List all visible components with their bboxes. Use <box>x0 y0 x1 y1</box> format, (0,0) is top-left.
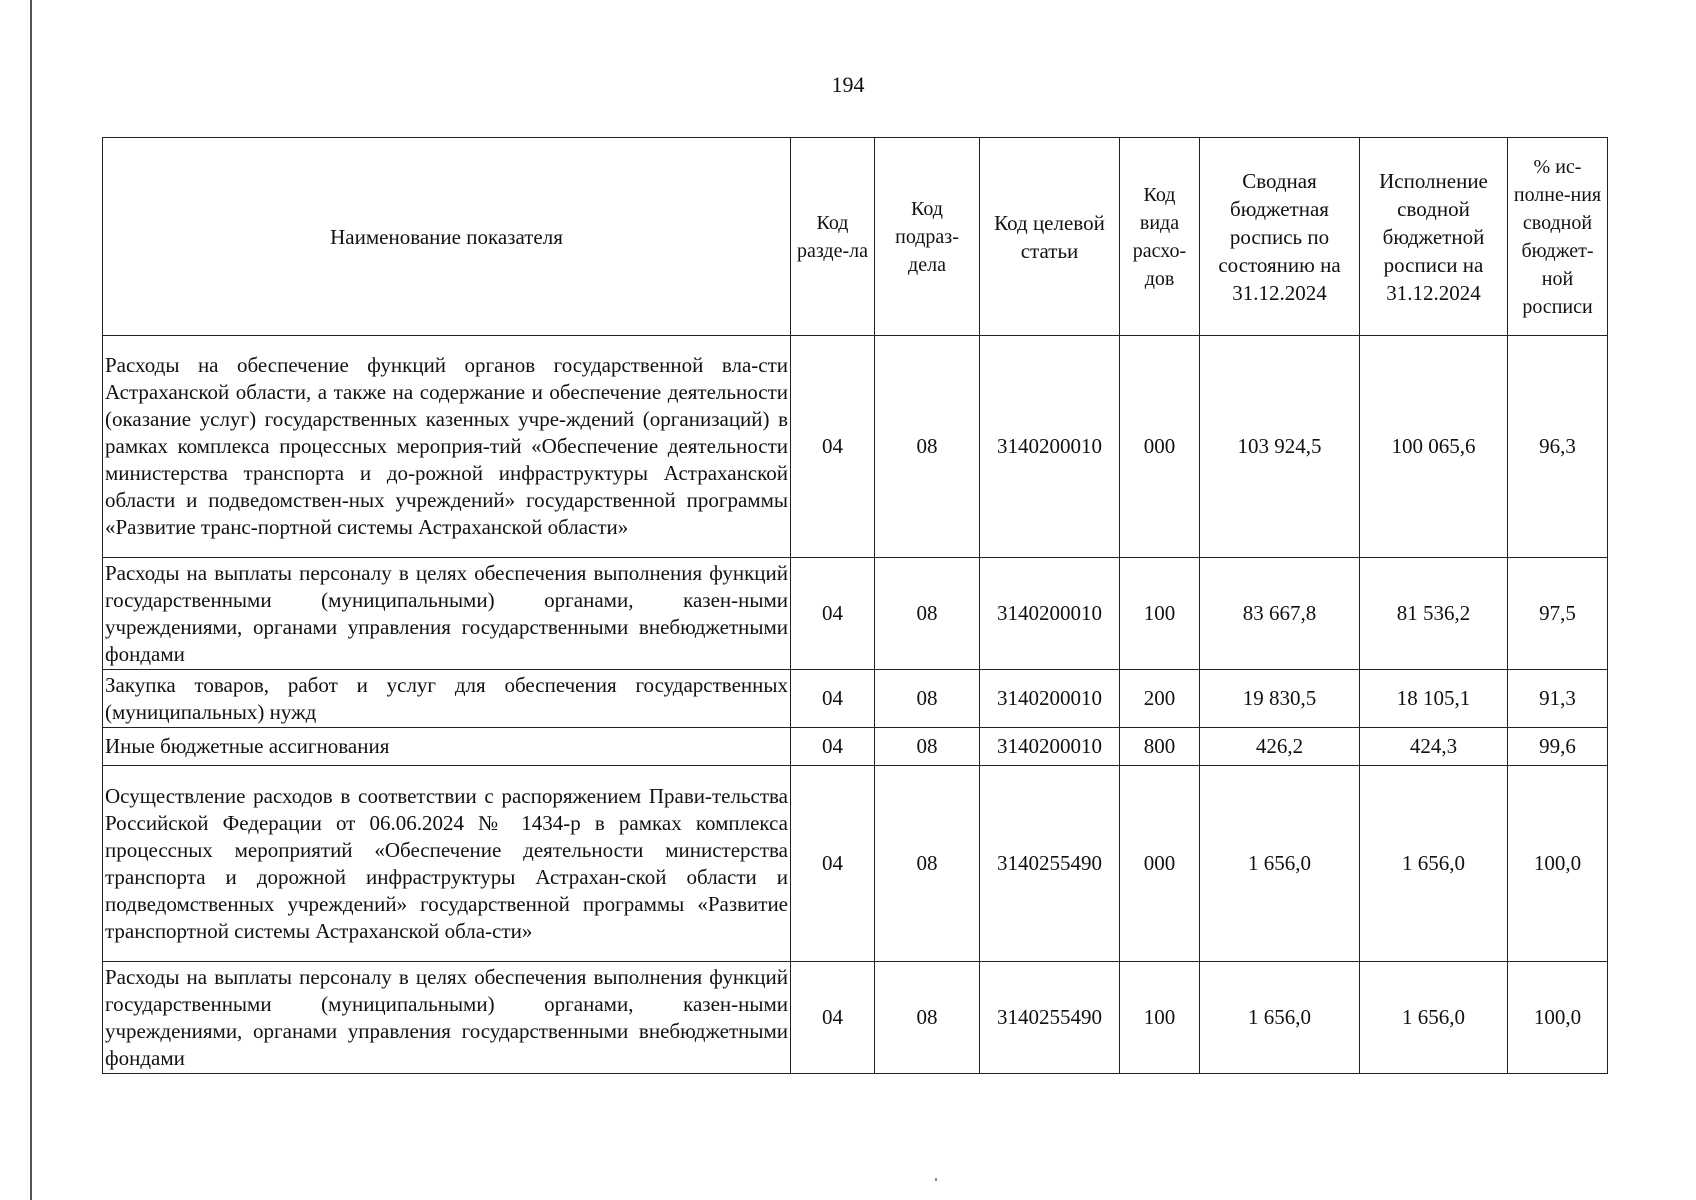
section-code-cell: 04 <box>791 728 875 766</box>
section-code-cell: 04 <box>791 962 875 1074</box>
scan-speck <box>935 1178 937 1181</box>
row-name-cell: Иные бюджетные ассигнования <box>103 728 791 766</box>
row-name-cell: Расходы на обеспечение функций органов государственной вла-сти Астраханской области, а также на содержание и обеспечение деятельности (оказание услуг) государственных казенных учре-ждений (организаций) в рамках комплекса процессных мероприя-тий «Обеспечение деятельности министерства транспорта и до-рожной инфраструктуры Астраханской области и подведомствен-ных учреждений» государственной программы «Развитие транс-портной системы Астраханской области» <box>103 336 791 558</box>
page-number: 194 <box>831 72 865 97</box>
planned-amount-cell: 1 656,0 <box>1200 962 1360 1074</box>
section-code-cell: 04 <box>791 336 875 558</box>
header-planned-budget: Сводная бюджетная роспись по состоянию на 31.12.2024 <box>1200 138 1360 336</box>
planned-amount-cell: 426,2 <box>1200 728 1360 766</box>
percent-cell: 96,3 <box>1508 336 1608 558</box>
row-name-cell: Расходы на выплаты персоналу в целях обеспечения выполнения функций государственными (муниципальными) органами, казен-ными учреждениями, органами управления государственными внебюджетными фондами <box>103 962 791 1074</box>
target-code-cell: 3140255490 <box>980 962 1120 1074</box>
header-section-code: Код разде-ла <box>791 138 875 336</box>
table-row <box>103 670 1608 728</box>
row-name-cell: Осуществление расходов в соответствии с распоряжением Прави-тельства Российской Федерации от 06.06.2024 № 1434-р в рамках комплекса процессных мероприятий «Обеспечение деятельности министерства транспорта и дорожной инфраструктуры Астрахан-ской области и подведомственных учреждений» государственной программы «Развитие транспортной системы Астраханской обла-сти» <box>103 766 791 962</box>
percent-cell: 99,6 <box>1508 728 1608 766</box>
section-code-cell: 04 <box>791 670 875 728</box>
header-execution-percent: % ис-полне-ния сводной бюджет-ной росписи <box>1508 138 1608 336</box>
expense-type-cell: 800 <box>1120 728 1200 766</box>
header-name: Наименование показателя <box>103 138 791 336</box>
subsection-code-cell: 08 <box>875 670 980 728</box>
executed-amount-cell: 100 065,6 <box>1360 336 1508 558</box>
header-budget-execution: Исполнение сводной бюджетной росписи на 31.12.2024 <box>1360 138 1508 336</box>
table-header-row <box>103 138 1608 336</box>
expense-type-cell: 100 <box>1120 558 1200 670</box>
subsection-code-cell: 08 <box>875 336 980 558</box>
expense-type-cell: 000 <box>1120 766 1200 962</box>
table-row <box>103 766 1608 962</box>
percent-cell: 97,5 <box>1508 558 1608 670</box>
target-code-cell: 3140200010 <box>980 728 1120 766</box>
target-code-cell: 3140200010 <box>980 336 1120 558</box>
percent-cell: 91,3 <box>1508 670 1608 728</box>
table-row <box>103 558 1608 670</box>
expense-type-cell: 000 <box>1120 336 1200 558</box>
row-name-cell: Расходы на выплаты персоналу в целях обеспечения выполнения функций государственными (муниципальными) органами, казен-ными учреждениями, органами управления государственными внебюджетными фондами <box>103 558 791 670</box>
percent-cell: 100,0 <box>1508 962 1608 1074</box>
section-code-cell: 04 <box>791 766 875 962</box>
executed-amount-cell: 1 656,0 <box>1360 766 1508 962</box>
budget-execution-table <box>102 137 1608 1074</box>
header-expense-type-code: Код вида расхо-дов <box>1120 138 1200 336</box>
executed-amount-cell: 1 656,0 <box>1360 962 1508 1074</box>
executed-amount-cell: 18 105,1 <box>1360 670 1508 728</box>
row-name-cell: Закупка товаров, работ и услуг для обеспечения государственных (муниципальных) нужд <box>103 670 791 728</box>
planned-amount-cell: 83 667,8 <box>1200 558 1360 670</box>
executed-amount-cell: 424,3 <box>1360 728 1508 766</box>
executed-amount-cell: 81 536,2 <box>1360 558 1508 670</box>
planned-amount-cell: 1 656,0 <box>1200 766 1360 962</box>
target-code-cell: 3140200010 <box>980 670 1120 728</box>
target-code-cell: 3140255490 <box>980 766 1120 962</box>
planned-amount-cell: 19 830,5 <box>1200 670 1360 728</box>
header-target-code: Код целевой статьи <box>980 138 1120 336</box>
percent-cell: 100,0 <box>1508 766 1608 962</box>
table-row <box>103 728 1608 766</box>
expense-type-cell: 200 <box>1120 670 1200 728</box>
section-code-cell: 04 <box>791 558 875 670</box>
binding-edge-line <box>30 0 32 1200</box>
subsection-code-cell: 08 <box>875 728 980 766</box>
subsection-code-cell: 08 <box>875 558 980 670</box>
planned-amount-cell: 103 924,5 <box>1200 336 1360 558</box>
target-code-cell: 3140200010 <box>980 558 1120 670</box>
header-subsection-code: Код подраз-дела <box>875 138 980 336</box>
table-row <box>103 962 1608 1074</box>
table-row <box>103 336 1608 558</box>
subsection-code-cell: 08 <box>875 962 980 1074</box>
subsection-code-cell: 08 <box>875 766 980 962</box>
expense-type-cell: 100 <box>1120 962 1200 1074</box>
